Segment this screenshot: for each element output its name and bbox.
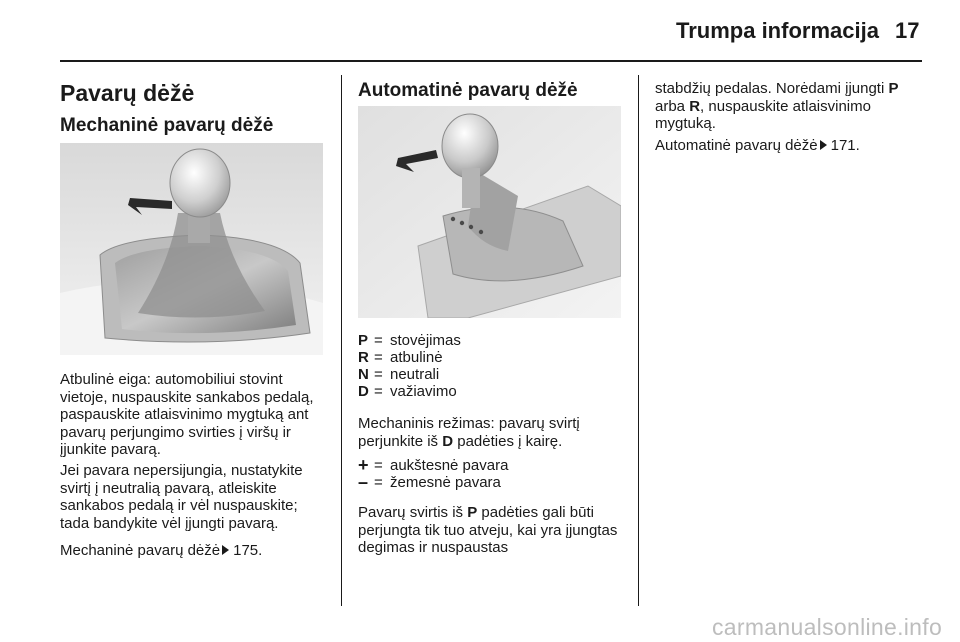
paragraph-reverse-gear: Atbulinė eiga: automobiliui stovint vietoje, nuspauskite sankabos pedalą, paspauskite atlaisvinimo mygtuką ant pavarų perjungimo svirties į viršų ir įjunkite pavarą.: [60, 371, 314, 458]
automatic-gearshift-illustration: [358, 106, 621, 318]
legend-row-minus: [358, 474, 508, 491]
text-run: , nuspauskite atlaisvinimo mygtuką.: [655, 97, 871, 132]
text-run: stabdžių pedalas. Norėdami įjungti: [655, 80, 889, 97]
subsection-title-automatic: Automatinė pavarų dėžė: [358, 80, 578, 101]
legend-text: aukštesnė pavara: [390, 457, 509, 474]
automatic-gearshift-drawing: [358, 106, 621, 318]
paragraph-manual-mode: [358, 415, 628, 450]
legend-equals: =: [374, 366, 383, 383]
reference-text: Automatinė pavarų dėžė: [655, 137, 818, 154]
watermark: carmanualsonline.info: [712, 614, 943, 640]
legend-text: žemesnė pavara: [390, 474, 501, 491]
legend-equals: =: [374, 383, 383, 400]
page-number: 17: [895, 18, 920, 43]
text-run: Mechaninis režimas: pavarų svirtį perjunkite iš: [358, 415, 580, 450]
section-title: Pavarų dėžė: [60, 80, 195, 106]
legend-key: D: [358, 383, 369, 400]
gear-letter: P: [888, 80, 899, 97]
legend-row: [358, 366, 461, 383]
text-run: Pavarų svirtis iš: [358, 504, 468, 521]
legend-text: neutrali: [390, 366, 440, 383]
minus-icon: –: [358, 472, 369, 492]
paragraph-brake-pedal: [655, 80, 925, 133]
reference-automatic-transmission[interactable]: [655, 137, 925, 155]
text-run: padėties į kairę.: [453, 432, 563, 450]
manual-gearshift-drawing: [60, 143, 323, 355]
gear-letter: P: [467, 504, 478, 521]
running-header-title: Trumpa informacija: [676, 18, 879, 43]
column-divider-left: [341, 75, 342, 606]
legend-text: atbulinė: [390, 349, 443, 366]
page-reference-icon: [222, 545, 229, 555]
subsection-title-manual: Mechaninė pavarų dėžė: [60, 115, 274, 136]
legend-equals: =: [374, 474, 383, 491]
paragraph-gear-not-engaging: Jei pavara nepersijungia, nustatykite svirtį į neutralią pavarą, atleiskite sankabos pedalą ir vėl nuspauskite; tada bandykite vėl įjungti pavarą.: [60, 462, 303, 532]
legend-key: P: [358, 332, 369, 349]
header-rule: [60, 60, 922, 62]
legend-row: [358, 332, 461, 349]
plus-icon: +: [358, 455, 369, 475]
manual-gearshift-illustration: [60, 143, 323, 355]
reference-text: Mechaninė pavarų dėžė: [60, 542, 221, 559]
text-run: padėties gali būti perjungta tik tuo atveju, kai yra įjungtas degimas ir nuspaustas: [358, 504, 618, 556]
reference-page: 175.: [233, 542, 263, 559]
paragraph-park-shift-condition: [358, 504, 628, 557]
column-divider-right: [638, 75, 639, 606]
legend-key: R: [358, 349, 369, 366]
legend-text: stovėjimas: [390, 332, 461, 349]
legend-row-plus: [358, 457, 508, 474]
gear-letter: D: [442, 432, 454, 450]
page-reference-icon: [820, 140, 827, 150]
text-run: arba: [655, 97, 690, 115]
legend-row: [358, 383, 461, 400]
legend-text: važiavimo: [390, 383, 457, 400]
gear-position-legend: [358, 332, 461, 400]
legend-key: N: [358, 366, 369, 383]
reference-manual-transmission[interactable]: [60, 542, 330, 560]
legend-equals: =: [374, 332, 383, 349]
legend-equals: =: [374, 349, 383, 366]
shift-symbol-legend: [358, 457, 508, 491]
gear-letter: R: [689, 97, 701, 115]
legend-equals: =: [374, 457, 383, 474]
legend-row: [358, 349, 461, 366]
reference-page: 171.: [830, 137, 860, 154]
